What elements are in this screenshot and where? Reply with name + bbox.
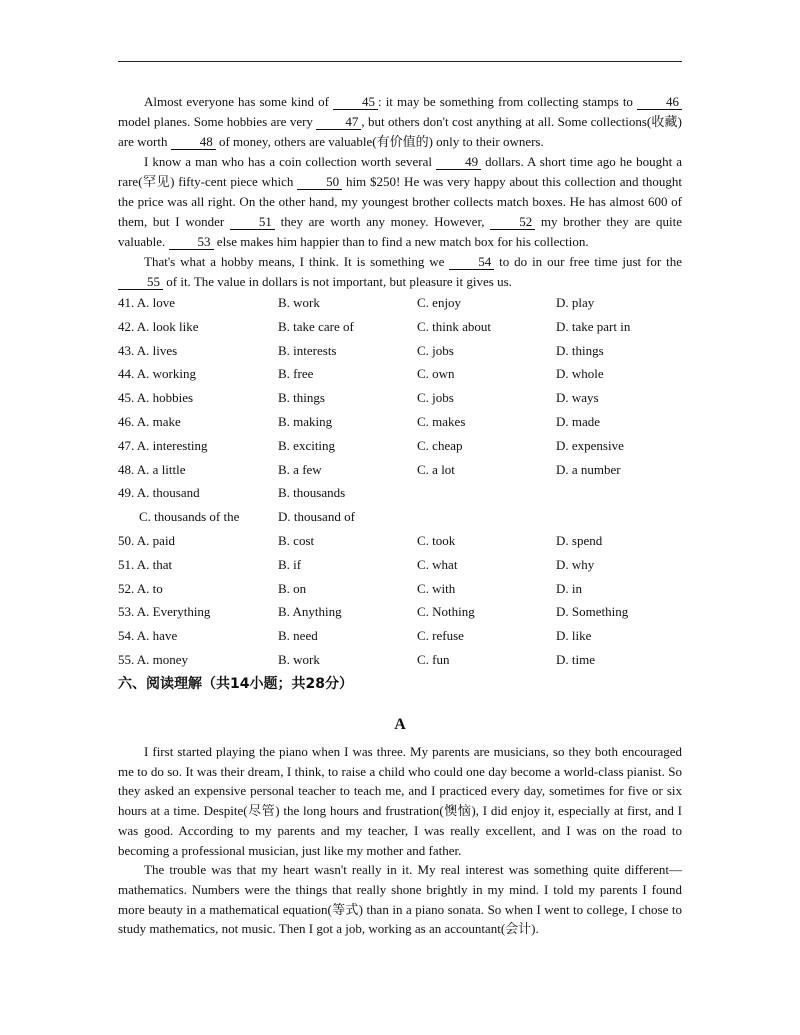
option-row (118, 386, 698, 410)
section-heading: 六、阅读理解（共14小题；共28分） (118, 676, 353, 692)
option-b: B. Anything (278, 604, 342, 620)
option-row (118, 362, 698, 386)
option-d: D. expensive (556, 437, 624, 453)
blank-51: 51 (230, 214, 275, 230)
answer-options (118, 291, 698, 672)
option-a: 42. A. look like (118, 318, 199, 334)
option-b: B. if (278, 556, 302, 572)
option-d: D. thousand of (278, 509, 355, 525)
option-row (118, 458, 698, 482)
option-row (118, 624, 698, 648)
blank-52: 52 (490, 214, 535, 230)
cloze-passage (118, 92, 682, 292)
passage-text: of it. The value in dollars is not important, but pleasure it gives us. (163, 274, 512, 289)
option-d: D. time (556, 651, 595, 667)
passage-text: dollars. A short time ago he bought a rare(罕见) fifty-cent piece which (118, 154, 682, 189)
passage-text: him $250! He was very happy about this collection and thought the price was all right. On the other hand, my youngest brother collects match boxes. He has almost 600 of them, but I wonder (118, 174, 682, 229)
blank-48: 48 (171, 134, 216, 150)
option-d: D. in (556, 580, 582, 596)
option-c: C. what (417, 556, 458, 572)
option-d: D. ways (556, 390, 599, 406)
option-d: D. why (556, 556, 595, 572)
option-row (118, 291, 698, 315)
cloze-paragraph (118, 92, 682, 152)
passage-text: they are worth any money. However, (274, 214, 491, 229)
passage-text: of money, others are valuable(有价值的) only to their owners. (215, 134, 544, 149)
option-d: D. Something (556, 604, 629, 620)
option-d: D. a number (556, 461, 621, 477)
option-row (118, 505, 698, 529)
option-a: 43. A. lives (118, 342, 178, 358)
passage-text: I know a man who has a coin collection worth several (144, 154, 437, 169)
option-row (118, 410, 698, 434)
option-b: B. interests (278, 342, 337, 358)
option-c: C. enjoy (417, 295, 462, 310)
passage-text: else makes him happier than to find a new match box for his collection. (213, 234, 589, 249)
option-a: 54. A. have (118, 628, 178, 644)
cloze-paragraph (118, 152, 682, 252)
cloze-paragraph (118, 252, 682, 292)
option-row (118, 600, 698, 624)
passage-text: model planes. Some hobbies are very (118, 114, 317, 129)
option-d: D. play (556, 295, 595, 310)
blank-45: 45 (333, 94, 378, 110)
option-a: 49. A. thousand (118, 485, 200, 501)
option-a: 55. A. money (118, 651, 189, 667)
option-a: 50. A. paid (118, 532, 176, 548)
option-c: C. cheap (417, 437, 463, 453)
option-a: 52. A. to (118, 580, 163, 596)
blank-46: 46 (637, 94, 682, 110)
option-c: C. think about (417, 318, 492, 334)
option-a: 41. A. love (118, 295, 176, 310)
option-row (118, 553, 698, 577)
passage-text: my brother they are quite valuable. (118, 214, 683, 249)
option-row (118, 529, 698, 553)
blank-49: 49 (436, 154, 481, 170)
option-c: C. own (417, 366, 455, 382)
option-b: B. a few (278, 461, 322, 477)
blank-54: 54 (449, 254, 494, 270)
option-b: B. cost (278, 532, 315, 548)
option-b: B. thousands (278, 485, 346, 501)
blank-47: 47 (316, 114, 361, 130)
reading-passage (118, 742, 682, 939)
option-d: D. spend (556, 532, 603, 548)
option-d: D. whole (556, 366, 604, 382)
option-c: C. with (417, 580, 456, 596)
passage-text: That's what a hobby means, I think. It is something we (144, 254, 450, 269)
option-row (118, 577, 698, 601)
option-c: C. Nothing (417, 604, 475, 620)
option-c: C. a lot (417, 461, 455, 477)
blank-50: 50 (297, 174, 342, 190)
option-a: 47. A. interesting (118, 437, 208, 453)
reading-paragraph: I first started playing the piano when I was three. My parents are musicians, so they both encouraged me to do so. It was their dream, I think, to raise a child who could one day become a world-class pianist. So they asked an expensive personal teacher to teach me, and I practiced every day, sometimes for five or six hours at a time. Despite(尽管) the long hours and frustration(懊恼), I did enjoy it, especially at first, and I was good. According to my parents and my teacher, I was really excellent, and I was on the road to becoming a professional musician, just like my mother and father. (118, 744, 682, 858)
option-d: D. things (556, 342, 604, 358)
option-c: C. jobs (417, 390, 454, 406)
option-c: C. makes (417, 413, 466, 429)
option-b: B. on (278, 580, 307, 596)
option-b: B. need (278, 628, 318, 644)
passage-text: to do in our free time just for the (494, 254, 682, 269)
option-d: D. made (556, 413, 601, 429)
option-c: C. jobs (417, 342, 454, 358)
option-c: C. took (417, 532, 456, 548)
option-c: C. refuse (417, 628, 464, 644)
option-b: B. take care of (278, 318, 354, 334)
option-row (118, 315, 698, 339)
header-rule (118, 61, 682, 62)
reading-paragraph: The trouble was that my heart wasn't really in it. My real interest was something quite different—mathematics. Numbers were the things that really shone brightly in my mind. I told my parents I found more beauty in a mathematical equation(等式) than in a piano sonata. So when I went to college, I chose to study mathematics, not music. Then I got a job, working as an accountant(会计). (118, 862, 682, 937)
option-d: D. like (556, 628, 592, 644)
option-a: 44. A. working (118, 366, 196, 382)
option-a: 48. A. a little (118, 461, 186, 477)
blank-55: 55 (118, 274, 163, 290)
option-a: 45. A. hobbies (118, 390, 194, 406)
option-b: B. things (278, 390, 325, 406)
option-b: B. free (278, 366, 314, 382)
option-b: B. work (278, 295, 320, 310)
option-d: D. take part in (556, 318, 631, 334)
passage-text: , but others don't cost anything at all. Some collections(收藏) are worth (118, 114, 682, 149)
option-c: C. thousands of the (139, 509, 240, 525)
option-row (118, 339, 698, 363)
option-a: 46. A. make (118, 413, 181, 429)
option-b: B. making (278, 413, 333, 429)
option-b: B. work (278, 651, 320, 667)
option-b: B. exciting (278, 437, 336, 453)
option-a: 53. A. Everything (118, 604, 211, 620)
option-row (118, 481, 698, 505)
option-row (118, 648, 698, 672)
passage-text: Almost everyone has some kind of (144, 94, 334, 109)
blank-53: 53 (169, 234, 214, 250)
option-row (118, 434, 698, 458)
option-a: 51. A. that (118, 556, 173, 572)
option-c: C. fun (417, 651, 450, 667)
passage-text: : it may be something from collecting stamps to (378, 94, 637, 109)
passage-letter: A (394, 716, 406, 733)
